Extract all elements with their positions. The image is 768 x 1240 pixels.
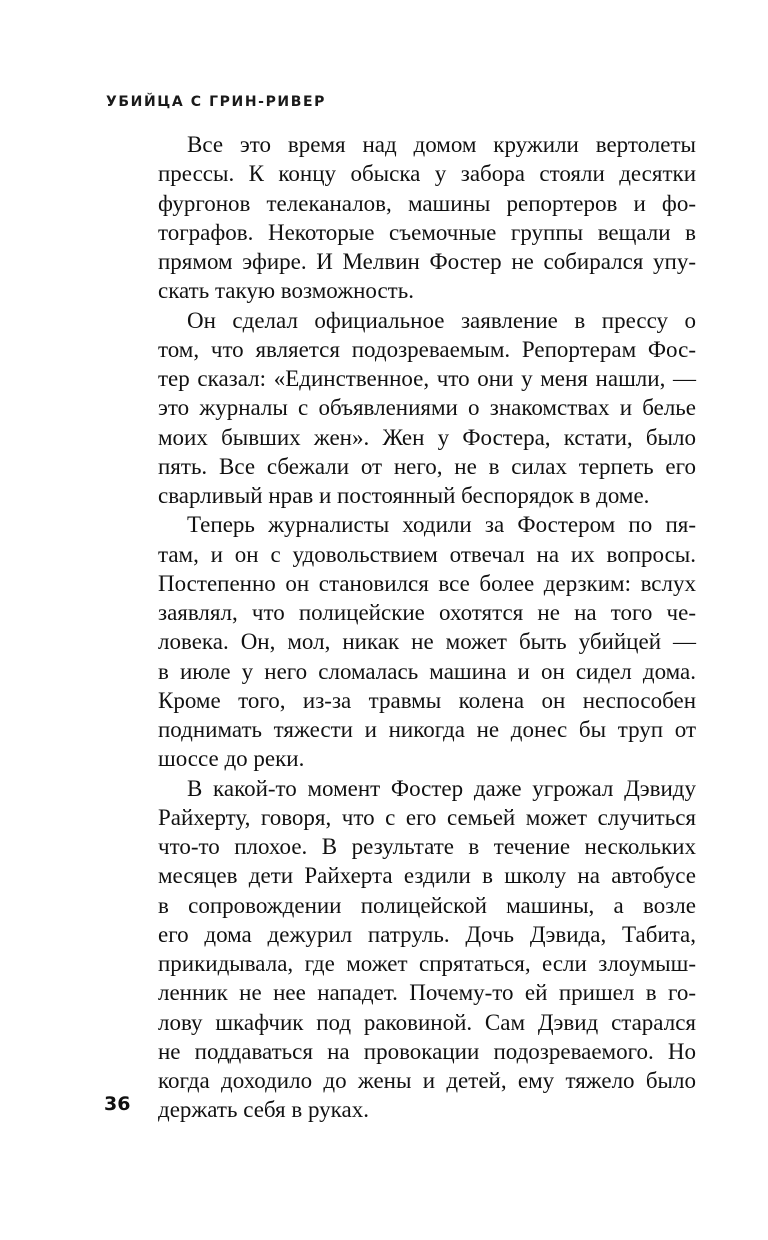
text-line: тографов. Некоторые съемочные группы вещали в: [158, 219, 696, 245]
text-line: скать такую возможность.: [158, 278, 414, 304]
text-line: там, и он с удовольствием отвечал на их вопросы.: [158, 541, 696, 567]
text-line: что-то плохое. В результате в течение нескольких: [158, 834, 696, 859]
text-line: фургонов телеканалов, машины репортеров и фо-: [158, 190, 696, 216]
text-line: тер сказал: «Единственное, что они у меня нашли, —: [158, 366, 696, 391]
text-line: лову шкафчик под раковиной. Сам Дэвид старался: [158, 1009, 696, 1035]
paragraph: [158, 130, 696, 306]
text-line: это журналы с объявлениями о знакомствах и белье: [158, 395, 696, 421]
paragraph: [158, 510, 696, 773]
text-line: Постепенно он становился все более дерзким: вслух: [158, 570, 696, 596]
text-line: ловека. Он, мол, никак не может быть убийцей —: [158, 629, 696, 655]
text-line: заявлял, что полицейские охотятся не на того че-: [158, 600, 696, 625]
text-line: прессы. К концу обыска у забора стояли десятки: [158, 161, 696, 187]
running-head: УБИЙЦА С ГРИН-РИВЕР: [106, 94, 327, 110]
text-line: В какой-то момент Фостер даже угрожал Дэвиду: [187, 775, 696, 801]
text-line: моих бывших жен». Жен у Фостера, кстати, было: [158, 424, 696, 450]
text-line: держать себя в руках.: [158, 1097, 369, 1123]
text-line: Все это время над домом кружили вертолеты: [187, 132, 696, 157]
text-line: том, что является подозреваемым. Репортерам Фос-: [158, 336, 696, 362]
text-line: сварливый нрав и постоянный беспорядок в доме.: [158, 483, 650, 508]
text-line: его дома дежурил патруль. Дочь Дэвида, Табита,: [158, 921, 696, 947]
text-line: прикидывала, где может спрятаться, если злоумыш-: [158, 951, 696, 976]
text-line: прямом эфире. И Мелвин Фостер не собирался упу-: [158, 249, 696, 274]
text-line: в июле у него сломалась машина и он сидел дома.: [158, 658, 696, 684]
text-line: не поддаваться на провокации подозреваемого. Но: [158, 1038, 696, 1064]
text-line: когда доходило до жены и детей, ему тяжело было: [158, 1068, 696, 1093]
text-line: месяцев дети Райхерта ездили в школу на автобусе: [158, 863, 696, 889]
paragraph: [158, 306, 696, 511]
text-line: пять. Все сбежали от него, не в силах терпеть его: [158, 453, 696, 479]
text-line: поднимать тяжести и никогда не донес бы труп от: [158, 717, 696, 742]
text-line: шоссе до реки.: [158, 746, 305, 772]
text-line: ленник не нее нападет. Почему-то ей пришел в го-: [158, 980, 696, 1006]
text-line: Райхерту, говоря, что с его семьей может случиться: [158, 804, 696, 830]
body-text: [158, 130, 696, 1125]
text-line: Он сделал официальное заявление в прессу о: [187, 307, 696, 333]
paragraph: [158, 774, 696, 1125]
page-number: 36: [104, 1093, 131, 1115]
text-line: Теперь журналисты ходили за Фостером по пя-: [187, 512, 696, 538]
text-line: в сопровождении полицейской машины, а возле: [158, 892, 696, 918]
text-line: Кроме того, из-за травмы колена он неспособен: [158, 687, 696, 713]
